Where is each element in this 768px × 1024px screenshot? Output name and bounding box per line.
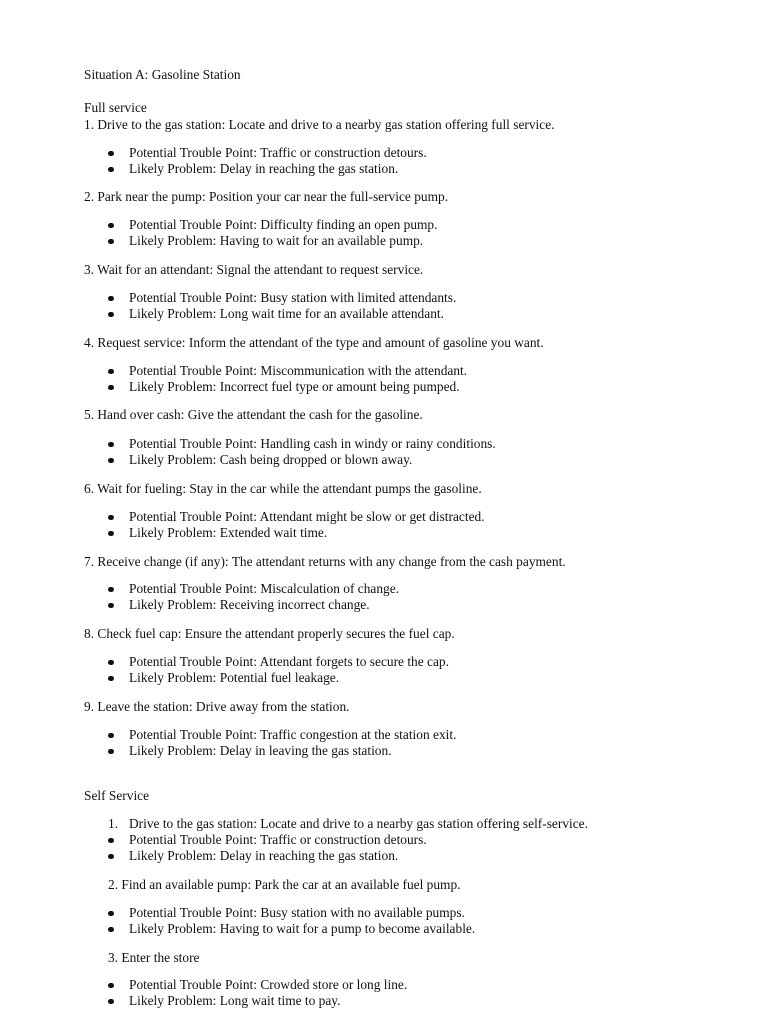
bullet-icon [108,676,114,682]
bullet-icon [108,515,114,521]
full-service-step-6: 6. Wait for fueling: Stay in the car while the attendant pumps the gasoline. [84,481,482,496]
full-service-step-7: 7. Receive change (if any): The attendant returns with any change from the cash payment. [84,554,566,569]
full-service-step-1: 1. Drive to the gas station: Locate and drive to a nearby gas station offering full service. [84,117,555,132]
full-service-step-9: 9. Leave the station: Drive away from the station. [84,699,350,714]
bullet-icon [108,239,114,245]
bullet-icon [108,531,114,537]
bullet-icon [108,660,114,666]
bullet-icon [108,911,114,917]
bullet-icon [108,983,114,989]
bullet-icon [108,587,114,593]
bullet-icon [108,854,114,860]
full-service-step-4: 4. Request service: Inform the attendant of the type and amount of gasoline you want. [84,335,544,350]
bullet-icon [108,999,114,1005]
bullet-icon [108,296,114,302]
bullet-icon [108,167,114,173]
full-service-step-5: 5. Hand over cash: Give the attendant the cash for the gasoline. [84,407,423,422]
document-title: Situation A: Gasoline Station [84,67,241,82]
bullet-icon [108,603,114,609]
bullet-icon [108,442,114,448]
bullet-icon [108,458,114,464]
bullet-icon [108,733,114,739]
self-service-step-3: 3. Enter the store [108,950,200,965]
bullet-icon [108,151,114,157]
bullet-icon [108,927,114,933]
full-service-heading: Full service [84,100,147,115]
bullet-icon [108,749,114,755]
bullet-icon [108,369,114,375]
bullet-icon [108,385,114,391]
self-service-step-2: 2. Find an available pump: Park the car at an available fuel pump. [108,877,461,892]
bullet-icon [108,223,114,229]
bullet-icon [108,312,114,318]
bullet-icon [108,838,114,844]
full-service-step-8: 8. Check fuel cap: Ensure the attendant properly secures the fuel cap. [84,626,455,641]
self-service-heading: Self Service [84,788,150,803]
full-service-step-2: 2. Park near the pump: Position your car near the full-service pump. [84,189,449,204]
full-service-step-3: 3. Wait for an attendant: Signal the attendant to request service. [84,262,424,277]
